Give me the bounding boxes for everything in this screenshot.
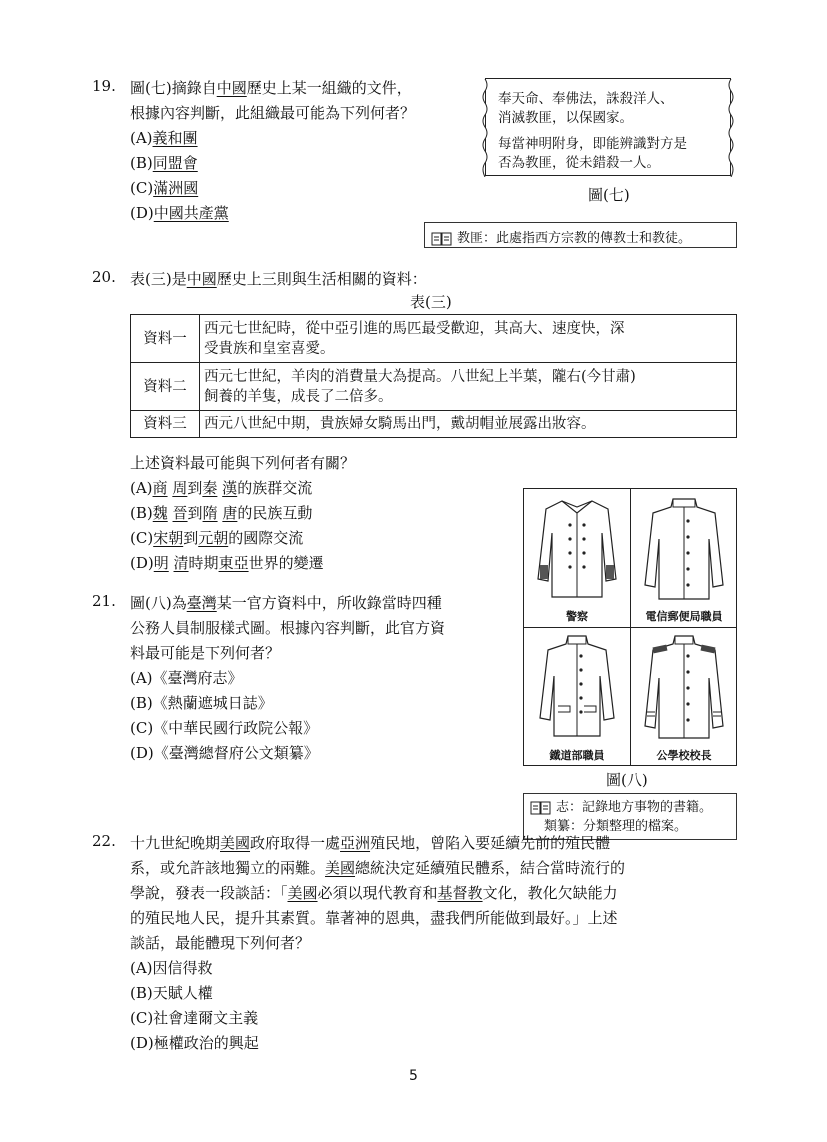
q22-place: 亞洲 xyxy=(340,834,371,852)
option-dynasty: 清 xyxy=(173,554,189,572)
row-text: 西元八世紀中期，貴族婦女騎馬出門，戴胡帽並展露出妝容。 xyxy=(200,411,737,438)
q22-number: 22. xyxy=(92,832,116,850)
q22-line4: 的殖民地人民，提升其素質。靠著神的恩典，盡我們所能做到最好。」上述 xyxy=(130,909,618,927)
option-text: 滿洲國 xyxy=(153,179,199,197)
page-number: 5 xyxy=(409,1068,418,1084)
q22-line5: 談話，最能體現下列何者？ xyxy=(130,934,311,952)
q20-option-b xyxy=(130,502,312,524)
q19-number: 19. xyxy=(92,77,116,95)
row-label: 資料二 xyxy=(131,363,200,411)
wavy-border-right-icon xyxy=(727,79,735,177)
q19-stem-text: 歷史上某一組織的文件， xyxy=(246,79,412,97)
option-text: 同盟會 xyxy=(152,154,198,172)
q20-option-a xyxy=(130,477,312,499)
q21-note-text: 志：記錄地方事物的書籍。 xyxy=(556,800,713,815)
q20-stem-text: 表(三)是 xyxy=(130,270,187,288)
q19-stem-place: 中國 xyxy=(216,79,247,97)
q19-option-c xyxy=(130,177,198,199)
option-text: 到 xyxy=(183,529,199,547)
option-label: (B) xyxy=(130,154,153,172)
figure-7-quote-box xyxy=(485,78,731,176)
option-dynasty: 明 xyxy=(153,554,169,572)
q22-place: 美國 xyxy=(287,884,318,902)
q21-option-c: (C)《中華民國行政院公報》 xyxy=(130,719,319,737)
option-place: 東亞 xyxy=(218,554,249,572)
q19-note-text: 教匪：此處指西方宗教的傳教士和教徒。 xyxy=(457,231,692,246)
q21-stem-place: 臺灣 xyxy=(186,594,217,612)
q21-number: 21. xyxy=(92,592,116,610)
q20-stem-text: 歷史上三則與生活相關的資料： xyxy=(216,270,427,288)
q19-stem-line1 xyxy=(130,77,412,99)
option-text: 到 xyxy=(187,479,203,497)
option-dynasty: 隋 xyxy=(202,504,218,522)
quote-line: 否為教匪，從未錯殺一人。 xyxy=(498,155,660,171)
q22-text: 殖民地，曾陷入要延續先前的殖民體 xyxy=(370,834,611,852)
row-label: 資料三 xyxy=(131,411,200,438)
q21-stem-line3: 料最可能是下列何者？ xyxy=(130,644,281,662)
q21-stem-text: 圖(八)為 xyxy=(130,594,187,612)
option-text: 的族群交流 xyxy=(237,479,313,497)
q20-option-d xyxy=(130,552,324,574)
q22-place: 美國 xyxy=(325,859,356,877)
wavy-border-left-icon xyxy=(481,79,489,177)
option-dynasty: 元朝 xyxy=(198,529,229,547)
q20-number: 20. xyxy=(92,268,116,286)
option-text: 義和團 xyxy=(152,129,198,147)
row-text xyxy=(200,315,737,363)
row-text-line: 西元七世紀，羊肉的消費量大為提高。八世紀上半葉，隴右(今甘肅) xyxy=(204,368,636,385)
q22-option-c: (C)社會達爾文主義 xyxy=(130,1009,259,1027)
q22-line2 xyxy=(130,857,625,879)
q20-stem-place: 中國 xyxy=(186,270,217,288)
q22-text: 學說，發表一段談話：「 xyxy=(130,884,288,902)
table-row xyxy=(131,315,737,363)
uniform-railway-staff xyxy=(524,628,630,766)
option-text: 的國際交流 xyxy=(228,529,304,547)
table-3 xyxy=(130,314,737,438)
row-text xyxy=(200,363,737,411)
q22-place: 美國 xyxy=(220,834,251,852)
option-label: (C) xyxy=(130,179,154,197)
quote-line: 每當神明附身，即能辨識對方是 xyxy=(498,136,687,152)
q22-religion: 基督教 xyxy=(437,884,483,902)
q21-note-line1 xyxy=(530,798,736,817)
q20-option-c xyxy=(130,527,303,549)
row-text-line: 西元七世紀時，從中亞引進的馬匹最受歡迎，其高大、速度快，深 xyxy=(204,320,625,337)
uniform-label: 鐵道部職員 xyxy=(549,749,605,762)
q21-option-b: (B)《熱蘭遮城日誌》 xyxy=(130,694,273,712)
option-text: 到 xyxy=(187,504,203,522)
q19-option-d xyxy=(130,202,229,224)
option-dynasty: 秦 xyxy=(202,479,218,497)
railway-uniform-icon xyxy=(532,632,622,744)
quote-line: 消滅教匪，以保國家。 xyxy=(498,110,633,126)
quote-line: 奉天命、奉佛法，誅殺洋人、 xyxy=(498,91,674,107)
q19-stem-text: 圖(七)摘錄自 xyxy=(130,79,217,97)
book-icon xyxy=(431,232,453,246)
uniform-police xyxy=(524,489,630,627)
q22-option-d: (D)極權政治的興起 xyxy=(130,1034,259,1052)
q21-stem-line1 xyxy=(130,592,442,614)
option-dynasty: 魏 xyxy=(152,504,168,522)
row-text-line: 飼養的羊隻，成長了二倍多。 xyxy=(204,388,393,405)
q21-option-a: (A)《臺灣府志》 xyxy=(130,669,243,687)
figure-8-caption: 圖(八) xyxy=(606,771,648,789)
q22-option-b: (B)天賦人權 xyxy=(130,984,213,1002)
table-3-title: 表(三) xyxy=(410,293,452,311)
principal-uniform-icon xyxy=(639,632,729,744)
option-text: 的民族互動 xyxy=(237,504,313,522)
option-dynasty: 商 xyxy=(152,479,168,497)
q21-note-line2: 類纂：分類整理的檔案。 xyxy=(544,819,688,834)
q22-text: 文化，教化欠缺能力 xyxy=(482,884,618,902)
option-label: (B) xyxy=(130,504,153,522)
option-dynasty: 唐 xyxy=(222,504,238,522)
q19-stem-line2: 根據內容判斷，此組織最可能為下列何者？ xyxy=(130,104,416,122)
option-label: (A) xyxy=(130,479,153,497)
q22-text: 政府取得一處 xyxy=(250,834,341,852)
row-text-line: 受貴族和皇室喜愛。 xyxy=(204,340,335,357)
uniform-label: 公學校校長 xyxy=(656,749,712,762)
q19-note-box xyxy=(424,222,737,248)
figure-7-caption: 圖(七) xyxy=(588,186,630,204)
q19-option-b xyxy=(130,152,198,174)
postal-uniform-icon xyxy=(639,493,729,605)
q22-text: 系，或允許該地獨立的兩難。 xyxy=(130,859,326,877)
q22-line3 xyxy=(130,882,618,904)
q22-line1 xyxy=(130,832,610,854)
uniform-label: 電信郵便局職員 xyxy=(645,610,723,623)
figure-8-uniforms xyxy=(523,488,737,766)
option-label: (C) xyxy=(130,529,154,547)
q22-text: 十九世紀晚期 xyxy=(130,834,221,852)
option-label: (D) xyxy=(130,204,154,222)
q20-stem xyxy=(130,268,427,290)
option-dynasty: 晉 xyxy=(172,504,188,522)
table-row xyxy=(131,411,737,438)
q21-stem-line2: 公務人員制服樣式圖。根據內容判斷，此官方資 xyxy=(130,619,446,637)
option-text: 中國共產黨 xyxy=(153,204,229,222)
uniform-telecom-post-staff xyxy=(631,489,737,627)
uniform-school-principal xyxy=(631,628,737,766)
book-icon xyxy=(530,801,552,815)
uniform-label: 警察 xyxy=(566,610,588,623)
q21-option-d: (D)《臺灣總督府公文類纂》 xyxy=(130,744,319,762)
option-text: 時期 xyxy=(188,554,219,572)
table-row xyxy=(131,363,737,411)
police-uniform-icon xyxy=(532,493,622,605)
q19-option-a xyxy=(130,127,198,149)
option-dynasty: 周 xyxy=(172,479,188,497)
q20-question: 上述資料最可能與下列何者有關？ xyxy=(130,454,356,472)
q22-text: 必須以現代教育和 xyxy=(317,884,438,902)
option-dynasty: 宋朝 xyxy=(153,529,184,547)
q22-text: 總統決定延續殖民體系，結合當時流行的 xyxy=(355,859,626,877)
row-label: 資料一 xyxy=(131,315,200,363)
option-label: (D) xyxy=(130,554,154,572)
option-dynasty: 漢 xyxy=(222,479,238,497)
option-label: (A) xyxy=(130,129,153,147)
q22-option-a: (A)因信得救 xyxy=(130,959,213,977)
q21-stem-text: 某一官方資料中，所收錄當時四種 xyxy=(216,594,442,612)
option-text: 世界的變遷 xyxy=(248,554,324,572)
